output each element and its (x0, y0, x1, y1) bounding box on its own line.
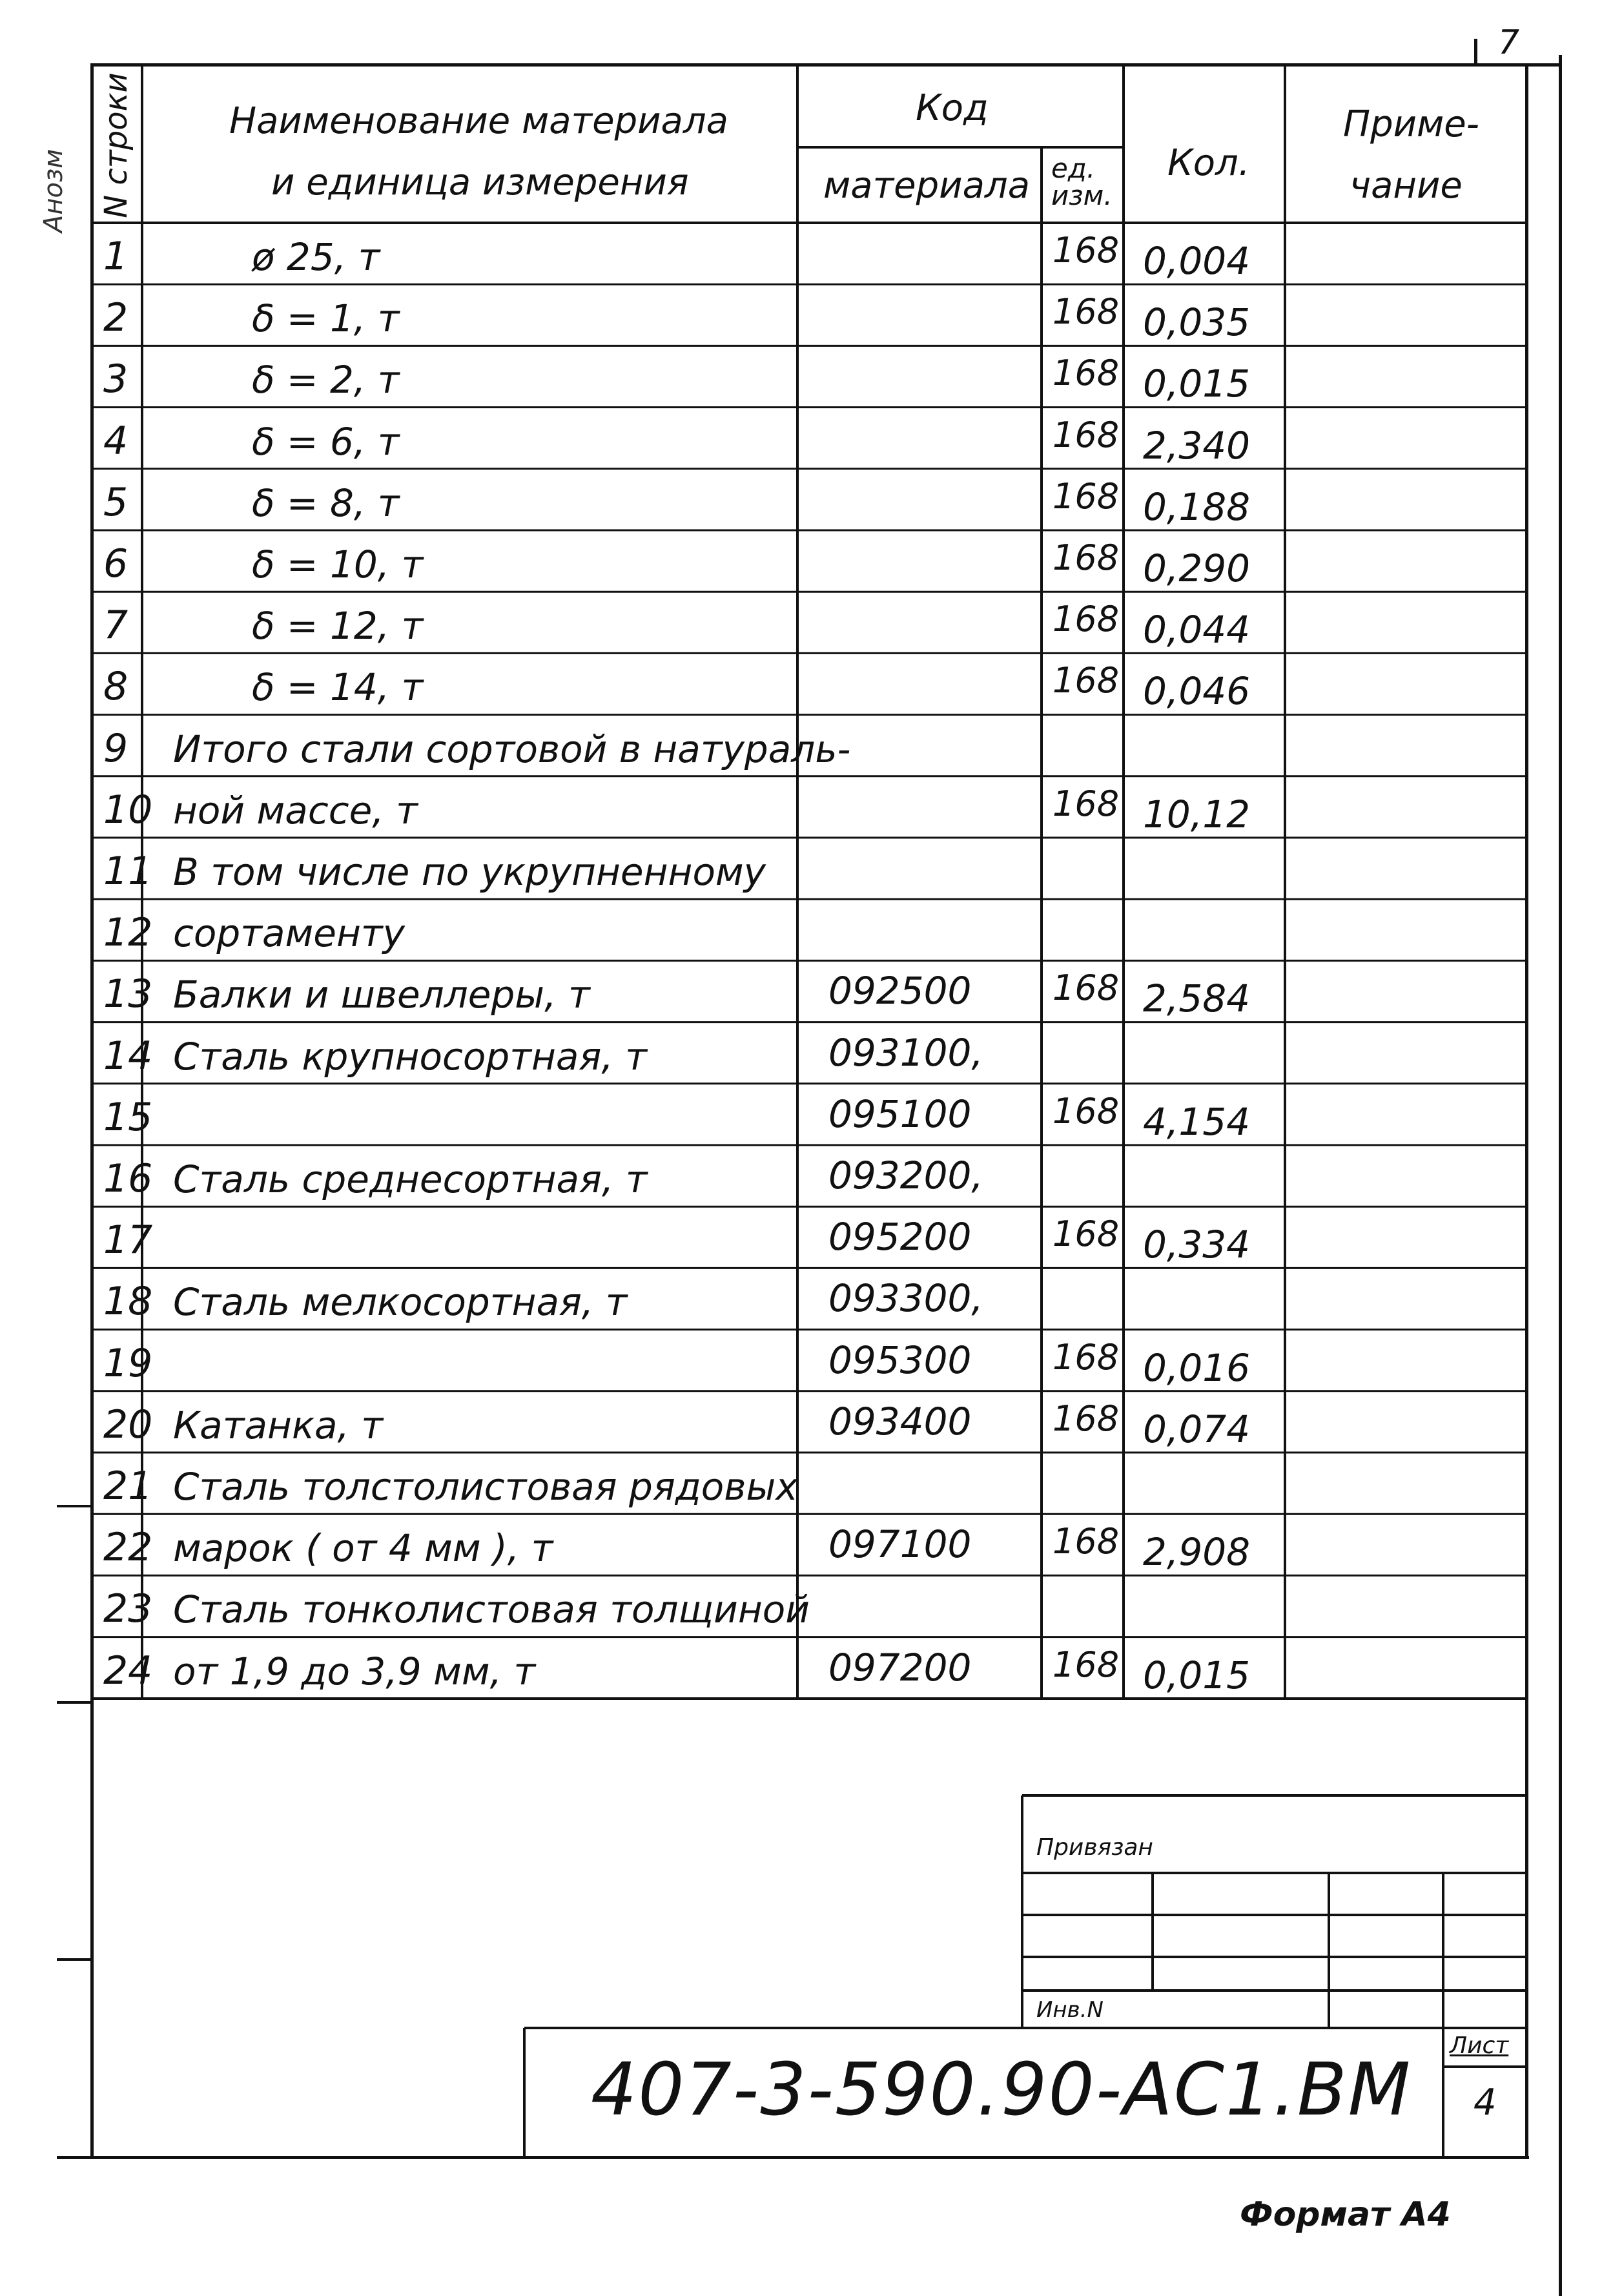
quantity: 0,015 (1143, 362, 1251, 406)
material-code: 095300 (828, 1338, 972, 1382)
material-name: δ = 8, т (252, 481, 400, 525)
header-name-line2: и единица измерения (271, 161, 689, 203)
quantity: 0,074 (1143, 1407, 1251, 1451)
sheet-number: 4 (1474, 2082, 1497, 2124)
unit-code: 168 (1053, 660, 1120, 701)
material-name: Сталь среднесортная, т (173, 1157, 648, 1201)
quantity: 0,044 (1143, 608, 1251, 652)
material-code: 097100 (828, 1522, 972, 1567)
material-code: 097200 (828, 1645, 972, 1690)
quantity: 0,035 (1143, 300, 1251, 345)
unit-code: 168 (1053, 1521, 1120, 1562)
header-note-line1: Приме- (1343, 103, 1479, 145)
quantity: 0,334 (1143, 1223, 1251, 1267)
row-number: 24 (103, 1648, 153, 1693)
header-note-line2: чание (1350, 165, 1463, 207)
material-code: 093200, (828, 1153, 983, 1197)
quantity: 2,340 (1143, 423, 1251, 468)
header-name-line1: Наименование материала (229, 100, 728, 142)
sheet-label: Лист (1450, 2032, 1509, 2059)
material-name: Итого стали сортовой в натураль- (173, 727, 851, 771)
quantity: 0,188 (1143, 484, 1251, 529)
material-name: Сталь толстолистовая рядовых (173, 1465, 798, 1509)
row-number: 10 (103, 787, 153, 833)
material-code: 092500 (828, 969, 972, 1013)
material-name: сортаменту (173, 911, 405, 956)
row-number: 5 (103, 479, 128, 525)
quantity: 0,004 (1143, 239, 1251, 283)
row-number: 17 (103, 1217, 153, 1263)
row-number: 18 (103, 1279, 153, 1325)
format-label: Формат А4 (1240, 2195, 1451, 2234)
material-name: Сталь мелкосортная, т (173, 1280, 628, 1325)
row-number: 3 (103, 357, 128, 402)
material-name: δ = 12, т (252, 604, 424, 648)
document-code: 407-3-590.90-АС1.ВМ (591, 2048, 1412, 2132)
row-number: 20 (103, 1401, 153, 1447)
unit-code: 168 (1053, 1644, 1120, 1685)
material-name: Сталь тонколистовая толщиной (173, 1588, 810, 1632)
header-code-material: материала (823, 165, 1031, 207)
stamp-attached-label: Привязан (1036, 1834, 1153, 1861)
unit-code: 168 (1053, 414, 1120, 455)
material-name: ø 25, т (252, 235, 380, 279)
material-code: 095100 (828, 1091, 972, 1136)
header-row-no: N строки (98, 72, 134, 218)
unit-code: 168 (1053, 783, 1120, 824)
unit-code: 168 (1053, 967, 1120, 1009)
row-number: 15 (103, 1094, 153, 1140)
quantity: 2,908 (1143, 1530, 1251, 1575)
row-number: 21 (103, 1463, 153, 1509)
material-code: 093300, (828, 1276, 983, 1321)
material-code: 095200 (828, 1215, 972, 1259)
unit-code: 168 (1053, 599, 1120, 640)
row-number: 14 (103, 1033, 153, 1079)
header-code: Код (916, 87, 989, 129)
material-name: ной массе, т (173, 788, 418, 833)
unit-code: 168 (1053, 475, 1120, 517)
material-name: δ = 1, т (252, 296, 400, 341)
row-number: 19 (103, 1340, 153, 1386)
quantity: 0,016 (1143, 1345, 1251, 1390)
row-number: 22 (103, 1525, 153, 1571)
material-name: Балки и швеллеры, т (173, 973, 590, 1017)
corner-mark: 7 (1498, 23, 1520, 62)
material-name: Катанка, т (173, 1403, 384, 1447)
row-number: 12 (103, 910, 153, 956)
unit-code: 168 (1053, 1214, 1120, 1255)
quantity: 0,290 (1143, 546, 1251, 590)
material-name: от 1,9 до 3,9 мм, т (173, 1649, 536, 1693)
quantity: 4,154 (1143, 1099, 1251, 1144)
material-code: 093400 (828, 1399, 972, 1443)
unit-code: 168 (1053, 1090, 1120, 1132)
unit-code: 168 (1053, 537, 1120, 578)
material-name: В том числе по укрупненному (173, 850, 766, 894)
material-name: δ = 14, т (252, 665, 424, 710)
row-number: 13 (103, 971, 153, 1017)
row-number: 11 (103, 849, 153, 894)
row-number: 23 (103, 1586, 153, 1632)
side-note: Анозм (39, 149, 68, 233)
header-qty: Кол. (1167, 142, 1250, 184)
unit-code: 168 (1053, 1398, 1120, 1439)
unit-code: 168 (1053, 230, 1120, 271)
unit-code: 168 (1053, 353, 1120, 394)
unit-code: 168 (1053, 291, 1120, 333)
material-code: 093100, (828, 1030, 983, 1075)
material-name: δ = 2, т (252, 358, 400, 402)
row-number: 16 (103, 1156, 153, 1201)
quantity: 10,12 (1143, 792, 1251, 836)
material-name: δ = 10, т (252, 543, 424, 586)
row-number: 4 (103, 418, 128, 464)
header-code-unit: ед. изм. (1051, 152, 1113, 211)
quantity: 0,015 (1143, 1653, 1251, 1697)
row-number: 6 (103, 541, 128, 586)
row-number: 1 (103, 234, 128, 279)
material-name: Сталь крупносортная, т (173, 1034, 648, 1079)
quantity: 2,584 (1143, 977, 1251, 1021)
material-name: δ = 6, т (252, 419, 400, 464)
row-number: 9 (103, 725, 128, 771)
row-number: 8 (103, 664, 128, 710)
row-number: 7 (103, 603, 128, 648)
quantity: 0,046 (1143, 669, 1251, 714)
unit-code: 168 (1053, 1336, 1120, 1378)
row-number: 2 (103, 295, 128, 341)
material-name: марок ( от 4 мм ), т (173, 1526, 553, 1571)
stamp-inv-label: Инв.N (1036, 1997, 1104, 2023)
